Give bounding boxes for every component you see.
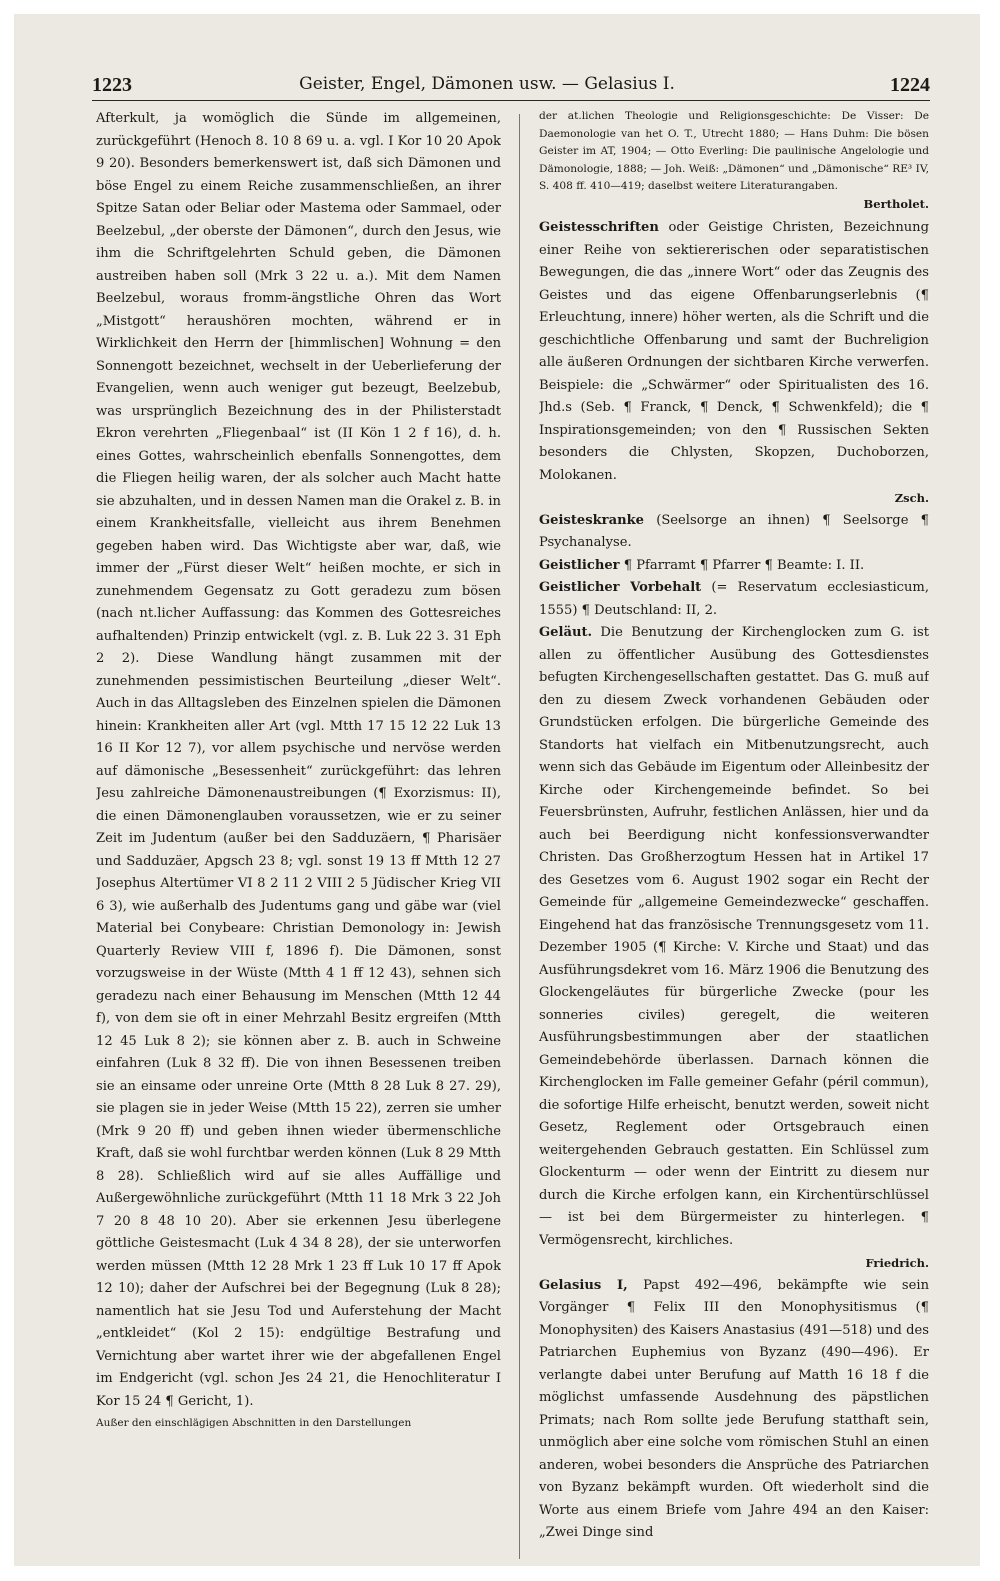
entry-signature: Zsch. <box>894 491 929 505</box>
entry-geistesschriften <box>539 217 929 510</box>
right-column <box>539 108 929 1548</box>
entry-text: Papst 492—496, bekämpfte wie sein Vorgänger ¶ Felix III den Monophysitismus (¶ Monophysiten) des Kaisers Anastasius (491—518) und des Patriarchen Euphemius von Byzanz (490—496). Er verlangte dabei unter Berufung auf Matth 16 18 f die möglichst umfassende Ausdehnung des päpstlichen Primats; nach Rom sollte jede Berufung statthaft sein, unmöglich aber eine solche vom römischen Stuhl an einen anderen, wobei besonders die Ansprüche des Patriarchen von Byzanz bekämpft wurden. Oft wiederholt sind die Worte aus einem Briefe vom Jahre 494 an den Kaiser: „Zwei Dinge sind <box>539 1277 929 1540</box>
column-divider <box>519 114 520 1559</box>
entry-keyword: Geistlicher Vorbehalt <box>539 580 702 595</box>
left-column-footnote: Außer den einschlägigen Abschnitten in den Darstellungen <box>96 1417 412 1429</box>
entry-keyword: Gelasius I, <box>539 1277 628 1293</box>
literature-note-text: der at.lichen Theologie und Religionsgeschichte: De Visser: De Daemonologie van het O. T., Utrecht 1880; — Hans Duhm: Die bösen Geister im AT, 1904; — Otto Everling: Die paulinische Angelologie und Dämonologie, 1888; — Joh. Weiß: „Dämonen“ und „Dämonische“ RE³ IV, S. 408 ff. 410—419; daselbst weitere Literaturangaben. <box>539 110 929 192</box>
entry-geistlicher-vorbehalt <box>539 577 929 622</box>
page-header <box>92 66 930 101</box>
page-number-right: 1224 <box>890 74 930 96</box>
entry-geisteskranke <box>539 510 929 555</box>
entry-keyword: Geläut. <box>539 625 593 640</box>
entry-text: (Seelsorge an ihnen) ¶ Seelsorge ¶ Psychanalyse. <box>539 512 929 550</box>
book-page <box>14 14 980 1566</box>
entry-keyword: Geistlicher <box>539 557 620 573</box>
entry-gelaeut <box>539 622 929 1275</box>
entry-text: oder Geistige Christen, Bezeichnung einer Reihe von sektiererischen oder separatistischen Bewegungen, die das „innere Wort“ oder das Zeugnis des Geistes und das eigene Offenbarungserlebnis (¶ Erleuchtung, innere) höher werten, als die Schrift und die geschichtliche Offenbarung und samt der Buchreligion alle äußeren Ordnungen der sichtbaren Kirche verwerfen. Beispiele: die „Schwärmer“ oder Spiritualisten des 16. Jhd.s (Seb. ¶ Franck, ¶ Denck, ¶ Schwenkfeld); die ¶ Inspirationsgemeinden; von den ¶ Russischen Sekten besonders die Chlysten, Skopzen, Duchoborzen, Molokanen. <box>539 220 929 483</box>
entry-signature: Friedrich. <box>865 1256 929 1270</box>
literature-note <box>539 108 929 213</box>
entry-gelasius <box>539 1275 929 1545</box>
entry-keyword: Geistesschriften <box>539 220 659 235</box>
entry-text: Die Benutzung der Kirchenglocken zum G. ist allen zu öffentlicher Ausübung des Gottesdienstes befugten Kirchengesellschaften gestattet. Das G. muß auf den zu diesem Zweck vorhandenen Gebäuden oder Grundstücken erfolgen. Die bürgerliche Gemeinde des Standorts hat vielfach ein Mitbenutzungsrecht, auch wenn sich das Gebäude im Eigentum oder Alleinbesitz der Kirche oder Kirchengemeinde befindet. So bei Feuersbrünsten, Aufruhr, festlichen Anlässen, hier und da auch bei Beerdigung nicht konfessionsverwandter Christen. Das Großherzogtum Hessen hat in Artikel 17 des Gesetzes vom 6. August 1902 sogar ein Recht der Gemeinde für „allgemeine Gemeindezwecke“ geschaffen. Eingehend hat das französische Trennungsgesetz vom 11. Dezember 1905 (¶ Kirche: V. Kirche und Staat) und das Ausführungsdekret vom 16. März 1906 die Benutzung des Glockengeläutes für bürgerliche Zwecke (pour les sonneries civiles) geregelt, die weiteren Ausführungsbestimmungen aber der staatlichen Gemeindebehörde überlassen. Darnach können die Kirchenglocken im Falle gemeiner Gefahr (péril commun), die sofortige Hilfe erheischt, benutzt werden, soweit nicht Gesetz, Reglement oder Ortsgebrauch einen weitergehenden Gebrauch gestatten. Ein Schlüssel zum Glockenturm — oder wenn der Eintritt zu diesem nur durch die Kirche erfolgen kann, ein Kirchentürschlüssel — ist bei dem Bürgermeister zu hinterlegen. ¶ Vermögensrecht, kirchliches. <box>539 625 929 1248</box>
left-column-body: Afterkult, ja womöglich die Sünde im allgemeinen, zurückgeführt (Henoch 8. 10 8 69 u. a. vgl. I Kor 10 20 Apok 9 20). Besonders bemerkenswert ist, daß sich Dämonen und böse Engel zu einem Reiche zusammenschließen, an ihrer Spitze Satan oder Beliar oder Mastema oder Sammael, oder Beelzebul, „der oberste der Dämonen“, durch den Jesus, wie ihm die Schriftgelehrten Schuld geben, die Dämonen austreiben haben soll (Mrk 3 22 u. a.). Mit dem Namen Beelzebul, woraus fromm-ängstliche Ohren das Wort „Mistgott“ heraushören mochten, während er in Wirklichkeit den Herrn der [himmlischen] Wohnung = den Sonnengott bezeichnet, wechselt in der Ueberlieferung der Evangelien, wenn auch weniger gut bezeugt, Beelzebub, was ursprünglich Bezeichnung des in der Philisterstadt Ekron verehrten „Fliegenbaal“ ist (II Kön 1 2 f 16), d. h. eines Gottes, wahrscheinlich ebenfalls Sonnengottes, dem die Fliegen heilig waren, der als solcher auch Macht hatte sie abzuhalten, und in dessen Namen man die Orakel z. B. in einem Krankheitsfalle, vielleicht aus ihrem Benehmen gegeben haben wird. Das Wichtigste aber war, daß, wie immer der „Fürst dieser Welt“ heißen mochte, er sich in zunehmendem Gegensatz zu Gott geradezu zum bösen (nach nt.licher Auffassung: das Kommen des Gottesreiches aufhaltenden) Prinzip entwickelt (vgl. z. B. Luk 22 3. 31 Eph 2 2). Diese Wandlung hängt zusammen mit der zunehmenden pessimistischen Beurteilung „dieser Welt“. Auch in das Alltagsleben des Einzelnen spielen die Dämonen hinein: Krankheiten aller Art (vgl. Mtth 17 15 12 22 Luk 13 16 II Kor 12 7), vor allem psychische und nervöse werden auf dämonische „Besessenheit“ zurückgeführt: das lehren Jesu zahlreiche Dämonenaustreibungen (¶ Exorzismus: II), die einen Dämonenglauben voraussetzen, wie er zu seiner Zeit im Judentum (außer bei den Sadduzäern, ¶ Pharisäer und Sadduzäer, Apgsch 23 8; vgl. sonst 19 13 ff Mtth 12 27 Josephus Altertümer VI 8 2 11 2 VIII 2 5 Jüdischer Krieg VII 6 3), wie außerhalb des Judentums gang und gäbe war (viel Material bei Conybeare: Christian Demonology in: Jewish Quarterly Review VIII f, 1896 f). Die Dämonen, sonst vorzugsweise in der Wüste (Mtth 4 1 ff 12 43), sehnen sich geradezu nach einer Behausung im Menschen (Mtth 12 44 f), von dem sie oft in einer Mehrzahl Besitz ergreifen (Mtth 12 45 Luk 8 2); sie können aber z. B. auch in Schweine einfahren (Luk 8 32 ff). Die von ihnen Besessenen treiben sie an einsame oder unreine Orte (Mtth 8 28 Luk 8 27. 29), sie plagen sie in jeder Weise (Mtth 15 22), zerren sie umher (Mrk 9 20 ff) und geben ihnen wieder übermenschliche Kraft, daß sie wohl furchtbar werden können (Luk 8 29 Mtth 8 28). Schließlich wird auf sie alles Auffällige und Außergewöhnliche zurückgeführt (Mtth 11 18 Mrk 3 22 Joh 7 20 8 48 10 20). Aber sie erkennen Jesu überlegene göttliche Geistesmacht (Luk 4 34 8 28), der sie unterworfen werden müssen (Mtth 12 28 Mrk 1 23 ff Luk 10 17 ff Apok 12 10); daher der Aufschrei bei der Begegnung (Luk 8 28); namentlich hat sie Jesu Tod und Auferstehung der Macht „entkleidet“ (Kol 2 15): endgültige Bestrafung und Vernichtung aber wartet ihrer wie der abgefallenen Engel im Endgericht (vgl. schon Jes 24 21, die Henochliteratur I Kor 15 24 ¶ Gericht, 1). <box>96 111 501 1409</box>
entry-text: (= Reservatum ecclesiasticum, 1555) ¶ Deutschland: II, 2. <box>539 580 929 618</box>
page-number-left: 1223 <box>92 74 132 96</box>
entry-keyword: Geisteskranke <box>539 512 644 528</box>
literature-note-signature: Bertholet. <box>863 196 929 211</box>
entry-geistlicher <box>539 555 929 578</box>
running-title: Geister, Engel, Dämonen usw. — Gelasius I. <box>299 74 675 94</box>
left-column <box>96 108 501 1548</box>
entry-text: ¶ Pfarramt ¶ Pfarrer ¶ Beamte: I. II. <box>619 557 865 573</box>
